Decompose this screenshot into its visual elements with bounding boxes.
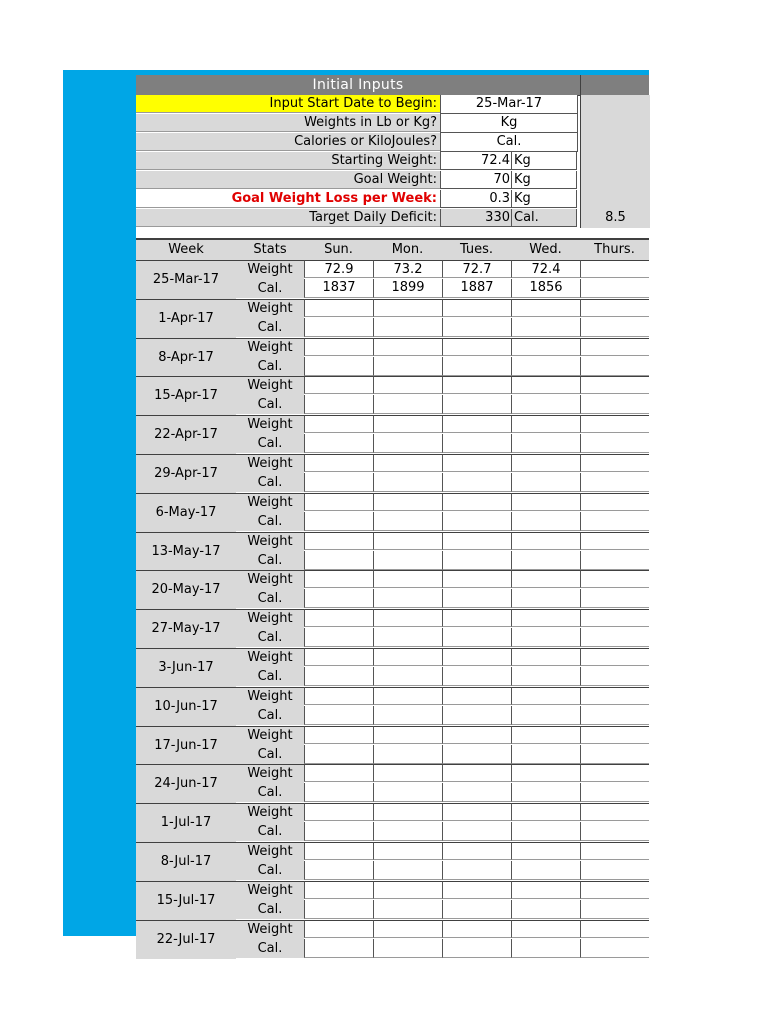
cal-entry-cell[interactable] — [580, 473, 649, 492]
weight-entry-cell[interactable] — [442, 764, 511, 782]
weight-entry-cell[interactable] — [304, 299, 373, 317]
weight-entry-cell[interactable] — [304, 920, 373, 938]
cal-entry-cell[interactable] — [304, 395, 373, 414]
cal-entry-cell[interactable] — [580, 900, 649, 919]
start-date-input[interactable]: 25-Mar-17 — [440, 95, 578, 114]
week-block — [136, 648, 649, 687]
cal-entry-cell[interactable] — [511, 628, 580, 647]
week-block — [136, 454, 649, 493]
cal-entry-cell[interactable] — [442, 861, 511, 880]
goal-loss-row — [136, 190, 649, 209]
cal-entry-cell[interactable] — [442, 357, 511, 376]
cal-entry-cell[interactable] — [511, 512, 580, 531]
starting-weight-input[interactable]: 72.4 — [440, 152, 511, 170]
cal-entry-cell[interactable] — [373, 318, 442, 337]
weight-entry-cell[interactable] — [373, 803, 442, 821]
cal-entry-cell[interactable] — [511, 706, 580, 725]
cal-entry-cell[interactable] — [304, 589, 373, 608]
cal-entry-cell[interactable] — [373, 512, 442, 531]
cal-entry-cell[interactable]: 1856 — [511, 279, 580, 298]
weight-entry-cell[interactable] — [442, 687, 511, 705]
cal-entry-cell[interactable] — [580, 318, 649, 337]
weight-entry-cell[interactable] — [442, 493, 511, 511]
stat-weight-label: Weight — [236, 842, 304, 861]
cal-entry-cell[interactable] — [304, 434, 373, 453]
weight-entry-cell[interactable] — [373, 764, 442, 782]
cal-entry-cell[interactable] — [442, 434, 511, 453]
cal-entry-cell[interactable] — [580, 745, 649, 764]
weight-entry-cell[interactable] — [511, 570, 580, 588]
header-separator — [580, 75, 581, 95]
stat-weight-label: Weight — [236, 376, 304, 395]
weight-entry-cell[interactable] — [304, 454, 373, 472]
weight-entry-cell[interactable] — [304, 609, 373, 627]
energy-label: Calories or KiloJoules? — [136, 133, 440, 151]
col-header-stats: Stats — [253, 242, 287, 257]
weight-entry-cell[interactable] — [373, 299, 442, 317]
cal-entry-cell[interactable] — [442, 395, 511, 414]
weight-entry-cell[interactable] — [373, 881, 442, 899]
stat-weight-label: Weight — [236, 920, 304, 939]
col-header-wed: Wed. — [529, 242, 562, 257]
week-block — [136, 881, 649, 920]
week-block — [136, 764, 649, 803]
cal-entry-cell[interactable] — [373, 473, 442, 492]
cal-entry-cell[interactable] — [304, 706, 373, 725]
weight-entry-cell[interactable] — [373, 726, 442, 744]
units-row — [136, 114, 649, 133]
cal-entry-cell[interactable] — [580, 783, 649, 802]
cal-entry-cell[interactable] — [304, 357, 373, 376]
stat-weight-label: Weight — [236, 764, 304, 783]
weight-entry-cell[interactable] — [580, 415, 649, 433]
starting-weight-unit: Kg — [511, 152, 577, 170]
stat-weight-label: Weight — [236, 493, 304, 512]
weight-entry-cell[interactable] — [580, 493, 649, 511]
cal-entry-cell[interactable] — [304, 861, 373, 880]
goal-loss-label: Goal Weight Loss per Week: — [136, 190, 440, 208]
cal-entry-cell[interactable] — [304, 939, 373, 958]
right-panel-cell — [580, 190, 650, 209]
stat-weight-label: Weight — [236, 415, 304, 434]
weight-entry-cell[interactable] — [511, 648, 580, 666]
week-block — [136, 803, 649, 842]
deficit-row — [136, 209, 649, 228]
cal-entry-cell[interactable] — [373, 667, 442, 686]
cal-entry-cell[interactable] — [580, 357, 649, 376]
weight-entry-cell[interactable] — [511, 532, 580, 550]
spreadsheet-grid — [136, 75, 649, 956]
stat-weight-label: Weight — [236, 532, 304, 551]
weight-entry-cell[interactable] — [304, 532, 373, 550]
weight-entry-cell[interactable] — [442, 803, 511, 821]
week-date-label: 6-May-17 — [136, 493, 236, 532]
deficit-unit: Cal. — [511, 209, 577, 227]
weight-entry-cell[interactable] — [442, 609, 511, 627]
right-panel-cell — [580, 133, 650, 152]
initial-inputs-header — [136, 75, 649, 96]
col-header-thurs: Thurs. — [594, 242, 635, 257]
weight-entry-cell[interactable] — [442, 454, 511, 472]
cal-entry-cell[interactable]: 1887 — [442, 279, 511, 298]
weight-entry-cell[interactable] — [304, 570, 373, 588]
cal-entry-cell[interactable] — [580, 706, 649, 725]
weight-entry-cell[interactable] — [442, 648, 511, 666]
weight-entry-cell[interactable] — [580, 338, 649, 356]
weight-entry-cell[interactable] — [442, 570, 511, 588]
week-block — [136, 920, 649, 959]
cal-entry-cell[interactable] — [442, 628, 511, 647]
cal-entry-cell[interactable] — [304, 628, 373, 647]
week-date-label: 3-Jun-17 — [136, 648, 236, 687]
weight-entry-cell[interactable] — [304, 764, 373, 782]
week-date-label: 8-Apr-17 — [136, 338, 236, 377]
stat-cal-label: Cal. — [236, 900, 304, 919]
cal-entry-cell[interactable] — [511, 667, 580, 686]
week-block — [136, 842, 649, 881]
weight-entry-cell[interactable] — [373, 570, 442, 588]
cal-entry-cell[interactable] — [442, 783, 511, 802]
cal-entry-cell[interactable] — [511, 434, 580, 453]
weight-entry-cell[interactable] — [511, 493, 580, 511]
cal-entry-cell[interactable] — [373, 357, 442, 376]
energy-input[interactable]: Cal. — [440, 133, 578, 152]
stat-weight-label: Weight — [236, 570, 304, 589]
stat-cal-label: Cal. — [236, 861, 304, 880]
week-date-label: 27-May-17 — [136, 609, 236, 648]
cal-entry-cell[interactable] — [511, 473, 580, 492]
weight-entry-cell[interactable] — [511, 415, 580, 433]
cal-entry-cell[interactable] — [511, 551, 580, 570]
weight-entry-cell[interactable] — [511, 881, 580, 899]
stat-weight-label: Weight — [236, 648, 304, 667]
weight-entry-cell[interactable] — [373, 648, 442, 666]
week-date-label: 8-Jul-17 — [136, 842, 236, 881]
starting-weight-label: Starting Weight: — [136, 152, 440, 170]
weight-entry-cell[interactable] — [304, 687, 373, 705]
weight-entry-cell[interactable] — [304, 842, 373, 860]
week-date-label: 24-Jun-17 — [136, 764, 236, 803]
weight-entry-cell[interactable] — [511, 376, 580, 394]
cal-entry-cell[interactable] — [511, 822, 580, 841]
weight-entry-cell[interactable] — [580, 726, 649, 744]
cal-entry-cell[interactable] — [511, 395, 580, 414]
week-block — [136, 338, 649, 377]
cal-entry-cell[interactable] — [304, 473, 373, 492]
weight-entry-cell[interactable] — [304, 648, 373, 666]
col-header-week: Week — [168, 242, 204, 257]
cal-entry-cell[interactable]: 1899 — [373, 279, 442, 298]
week-date-label: 1-Apr-17 — [136, 299, 236, 338]
cal-entry-cell[interactable] — [442, 822, 511, 841]
cal-entry-cell[interactable] — [442, 667, 511, 686]
stat-weight-label: Weight — [236, 338, 304, 357]
deficit-value: 330 — [440, 209, 511, 227]
cal-entry-cell[interactable] — [580, 434, 649, 453]
stat-cal-label: Cal. — [236, 512, 304, 531]
goal-weight-input[interactable]: 70 — [440, 171, 511, 189]
cal-entry-cell[interactable] — [373, 745, 442, 764]
units-label: Weights in Lb or Kg? — [136, 114, 440, 132]
weight-entry-cell[interactable] — [304, 376, 373, 394]
week-block — [136, 609, 649, 648]
weight-entry-cell[interactable] — [442, 726, 511, 744]
weight-entry-cell[interactable] — [511, 726, 580, 744]
stat-cal-label: Cal. — [236, 551, 304, 570]
cal-entry-cell[interactable] — [442, 939, 511, 958]
energy-row — [136, 133, 649, 152]
week-date-label: 13-May-17 — [136, 532, 236, 571]
cal-entry-cell[interactable] — [304, 318, 373, 337]
stat-cal-label: Cal. — [236, 395, 304, 414]
weight-entry-cell[interactable] — [373, 415, 442, 433]
weight-entry-cell[interactable] — [373, 454, 442, 472]
stat-weight-label: Weight — [236, 726, 304, 745]
cal-entry-cell[interactable] — [373, 822, 442, 841]
cal-entry-cell[interactable] — [304, 512, 373, 531]
cal-entry-cell[interactable] — [442, 551, 511, 570]
stat-cal-label: Cal. — [236, 745, 304, 764]
col-header-sun: Sun. — [324, 242, 353, 257]
cal-entry-cell[interactable] — [304, 783, 373, 802]
cal-entry-cell[interactable] — [511, 900, 580, 919]
week-date-label: 22-Apr-17 — [136, 415, 236, 454]
weight-entry-cell[interactable] — [373, 376, 442, 394]
week-date-label: 10-Jun-17 — [136, 687, 236, 726]
week-date-label: 1-Jul-17 — [136, 803, 236, 842]
weight-entry-cell[interactable] — [373, 920, 442, 938]
stat-weight-label: Weight — [236, 299, 304, 318]
weight-entry-cell[interactable] — [580, 920, 649, 938]
cal-entry-cell[interactable] — [373, 551, 442, 570]
weight-entry-cell[interactable] — [580, 881, 649, 899]
cal-entry-cell[interactable] — [580, 667, 649, 686]
weight-entry-cell[interactable]: 73.2 — [373, 260, 442, 278]
right-panel-cell — [580, 152, 650, 171]
week-date-label: 17-Jun-17 — [136, 726, 236, 765]
weight-entry-cell[interactable] — [511, 920, 580, 938]
stat-cal-label: Cal. — [236, 357, 304, 376]
weight-entry-cell[interactable] — [442, 881, 511, 899]
cal-entry-cell[interactable] — [442, 512, 511, 531]
cal-entry-cell[interactable] — [511, 357, 580, 376]
cal-entry-cell[interactable] — [511, 861, 580, 880]
start-date-label: Input Start Date to Begin: — [136, 95, 440, 113]
week-date-label: 29-Apr-17 — [136, 454, 236, 493]
cal-entry-cell[interactable] — [442, 473, 511, 492]
weight-entry-cell[interactable] — [580, 842, 649, 860]
stat-cal-label: Cal. — [236, 628, 304, 647]
cal-entry-cell[interactable] — [442, 900, 511, 919]
stat-weight-label: Weight — [236, 803, 304, 822]
stat-cal-label: Cal. — [236, 279, 304, 298]
weight-entry-cell[interactable] — [442, 532, 511, 550]
weight-entry-cell[interactable]: 72.4 — [511, 260, 580, 278]
week-block — [136, 532, 649, 571]
cal-entry-cell[interactable] — [373, 900, 442, 919]
cal-entry-cell[interactable] — [580, 589, 649, 608]
weight-entry-cell[interactable] — [511, 803, 580, 821]
weight-entry-cell[interactable] — [304, 726, 373, 744]
weight-entry-cell[interactable] — [511, 454, 580, 472]
weight-entry-cell[interactable] — [304, 881, 373, 899]
cal-entry-cell[interactable] — [580, 395, 649, 414]
right-panel-cell — [580, 171, 650, 190]
weight-entry-cell[interactable] — [580, 687, 649, 705]
weight-entry-cell[interactable] — [580, 648, 649, 666]
weight-entry-cell[interactable] — [511, 609, 580, 627]
weight-entry-cell[interactable]: 72.7 — [442, 260, 511, 278]
weight-entry-cell[interactable] — [511, 842, 580, 860]
stat-weight-label: Weight — [236, 260, 304, 279]
cal-entry-cell[interactable] — [580, 512, 649, 531]
stat-cal-label: Cal. — [236, 783, 304, 802]
cal-entry-cell[interactable] — [304, 667, 373, 686]
cal-entry-cell[interactable] — [580, 939, 649, 958]
cal-entry-cell[interactable] — [580, 279, 649, 298]
stat-cal-label: Cal. — [236, 318, 304, 337]
goal-loss-unit: Kg — [511, 190, 577, 208]
cal-entry-cell[interactable] — [511, 783, 580, 802]
weight-entry-cell[interactable] — [373, 338, 442, 356]
goal-weight-label: Goal Weight: — [136, 171, 440, 189]
cal-entry-cell[interactable] — [304, 822, 373, 841]
stat-cal-label: Cal. — [236, 434, 304, 453]
week-block — [136, 687, 649, 726]
weight-entry-cell[interactable] — [580, 609, 649, 627]
weight-entry-cell[interactable] — [511, 687, 580, 705]
weight-entry-cell[interactable] — [580, 764, 649, 782]
goal-weight-row — [136, 171, 649, 190]
spreadsheet-frame — [63, 70, 649, 956]
cal-entry-cell[interactable] — [304, 900, 373, 919]
weight-entry-cell[interactable] — [373, 609, 442, 627]
week-date-label: 20-May-17 — [136, 570, 236, 609]
cal-entry-cell[interactable] — [373, 861, 442, 880]
cal-entry-cell[interactable] — [511, 589, 580, 608]
cal-entry-cell[interactable] — [442, 706, 511, 725]
weight-entry-cell[interactable] — [580, 299, 649, 317]
goal-loss-input[interactable]: 0.3 — [440, 190, 511, 208]
units-input[interactable]: Kg — [440, 114, 578, 133]
weight-entry-cell[interactable] — [511, 338, 580, 356]
cal-entry-cell[interactable] — [373, 939, 442, 958]
deficit-extra-value: 8.5 — [580, 209, 650, 228]
col-header-mon: Mon. — [391, 242, 424, 257]
week-date-label: 22-Jul-17 — [136, 920, 236, 959]
col-header-tues: Tues. — [459, 242, 494, 257]
cal-entry-cell[interactable] — [511, 318, 580, 337]
cal-entry-cell[interactable] — [580, 628, 649, 647]
stat-cal-label: Cal. — [236, 589, 304, 608]
weight-entry-cell[interactable] — [442, 338, 511, 356]
week-block — [136, 570, 649, 609]
week-block — [136, 493, 649, 532]
weight-entry-cell[interactable] — [442, 299, 511, 317]
week-date-label: 15-Jul-17 — [136, 881, 236, 920]
weight-entry-cell[interactable] — [580, 570, 649, 588]
starting-weight-row — [136, 152, 649, 171]
week-block — [136, 376, 649, 415]
cal-entry-cell[interactable] — [373, 434, 442, 453]
cal-entry-cell[interactable] — [580, 822, 649, 841]
stat-cal-label: Cal. — [236, 473, 304, 492]
weight-entry-cell[interactable] — [580, 376, 649, 394]
weight-entry-cell[interactable] — [580, 532, 649, 550]
weight-entry-cell[interactable] — [511, 299, 580, 317]
cal-entry-cell[interactable] — [442, 745, 511, 764]
deficit-label: Target Daily Deficit: — [136, 209, 440, 227]
week-date-label: 15-Apr-17 — [136, 376, 236, 415]
stat-cal-label: Cal. — [236, 822, 304, 841]
weight-entry-cell[interactable] — [580, 803, 649, 821]
week-block — [136, 260, 649, 299]
stat-cal-label: Cal. — [236, 667, 304, 686]
log-header-row — [136, 238, 649, 260]
weight-entry-cell[interactable] — [580, 454, 649, 472]
cal-entry-cell[interactable] — [373, 628, 442, 647]
weight-entry-cell[interactable] — [442, 920, 511, 938]
weight-entry-cell[interactable] — [373, 842, 442, 860]
weight-entry-cell[interactable] — [580, 260, 649, 278]
cal-entry-cell[interactable] — [511, 745, 580, 764]
right-panel-cell — [580, 95, 650, 114]
cal-entry-cell[interactable] — [442, 318, 511, 337]
cal-entry-cell[interactable] — [304, 551, 373, 570]
cal-entry-cell[interactable]: 1837 — [304, 279, 373, 298]
cal-entry-cell[interactable] — [373, 783, 442, 802]
stat-cal-label: Cal. — [236, 706, 304, 725]
weight-entry-cell[interactable] — [373, 493, 442, 511]
week-block — [136, 726, 649, 765]
initial-inputs-title: Initial Inputs — [312, 77, 404, 93]
week-date-label: 25-Mar-17 — [136, 260, 236, 299]
week-block — [136, 299, 649, 338]
weight-entry-cell[interactable] — [442, 415, 511, 433]
cal-entry-cell[interactable] — [304, 745, 373, 764]
weight-entry-cell[interactable] — [304, 803, 373, 821]
stat-weight-label: Weight — [236, 454, 304, 473]
start-date-row — [136, 95, 649, 114]
weight-entry-cell[interactable] — [304, 338, 373, 356]
week-block — [136, 415, 649, 454]
weight-entry-cell[interactable]: 72.9 — [304, 260, 373, 278]
weight-entry-cell[interactable] — [373, 532, 442, 550]
goal-weight-unit: Kg — [511, 171, 577, 189]
weight-entry-cell[interactable] — [442, 376, 511, 394]
stat-weight-label: Weight — [236, 881, 304, 900]
cal-entry-cell[interactable] — [373, 589, 442, 608]
weight-entry-cell[interactable] — [511, 764, 580, 782]
cal-entry-cell[interactable] — [580, 551, 649, 570]
cal-entry-cell[interactable] — [511, 939, 580, 958]
cal-entry-cell[interactable] — [580, 861, 649, 880]
stat-cal-label: Cal. — [236, 939, 304, 958]
cal-entry-cell[interactable] — [442, 589, 511, 608]
cal-entry-cell[interactable] — [373, 706, 442, 725]
weight-entry-cell[interactable] — [373, 687, 442, 705]
weight-entry-cell[interactable] — [442, 842, 511, 860]
weight-entry-cell[interactable] — [304, 415, 373, 433]
weight-entry-cell[interactable] — [304, 493, 373, 511]
right-panel-cell — [580, 114, 650, 133]
cal-entry-cell[interactable] — [373, 395, 442, 414]
stat-weight-label: Weight — [236, 687, 304, 706]
stat-weight-label: Weight — [236, 609, 304, 628]
